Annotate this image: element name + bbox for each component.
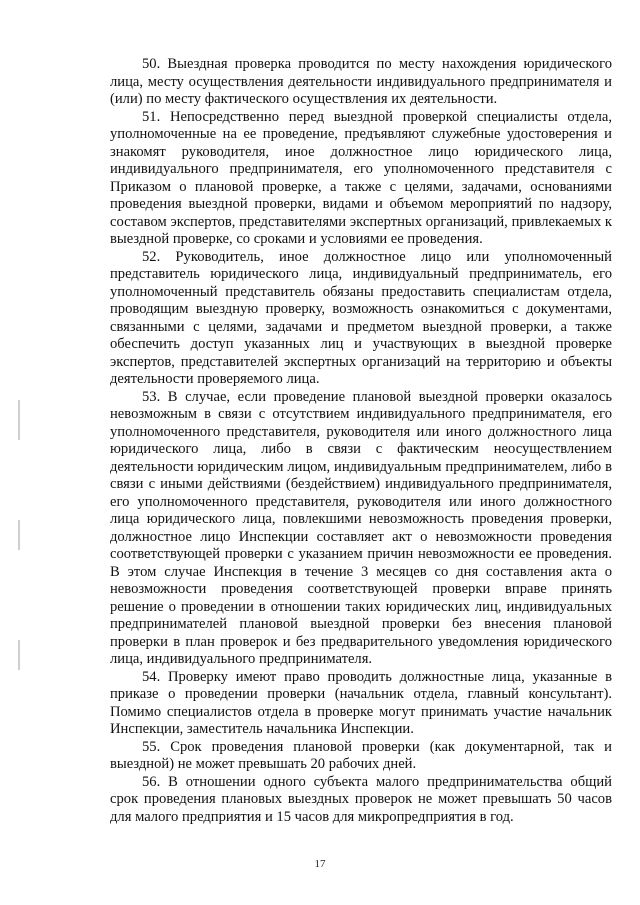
scan-edge-mark bbox=[18, 640, 20, 670]
document-body bbox=[110, 56, 612, 826]
page-number: 17 bbox=[314, 858, 326, 870]
scan-edge-mark bbox=[18, 400, 20, 440]
paragraph-54: 54. Проверку имеют право проводить должностные лица, указанные в приказе о проведении проверки (начальник отдела, главный консультант). Помимо специалистов отдела в проверке могут принимать участие начальник Инспекции, заместитель начальника Инспекции. bbox=[110, 668, 612, 737]
paragraph-50: 50. Выездная проверка проводится по месту нахождения юридического лица, месту осуществления деятельности индивидуального предпринимателя и (или) по месту фактического осуществления их деятельности. bbox=[110, 56, 612, 107]
scan-edge-mark bbox=[18, 520, 20, 550]
paragraph-55: 55. Срок проведения плановой проверки (как документарной, так и выездной) не может превышать 20 рабочих дней. bbox=[110, 738, 612, 772]
paragraph-53: 53. В случае, если проведение плановой выездной проверки оказалось невозможным в связи с отсутствием индивидуального предпринимателя, его уполномоченного представителя, руководителя или иного должностного лица юридического лица, либо в связи с фактическим неосуществлением деятельности юридическим лицом, индивидуальным предпринимателем, либо в связи с иными действиями (бездействием) индивидуального предпринимателя, его уполномоченного представителя, руководителя или иного должностного лица юридического лица, повлекшими невозможность проведения проверки, должностное лицо Инспекции составляет акт о невозможности проведения соответствующей проверки с указанием причин невозможности ее проведения. В этом случае Инспекция в течение 3 месяцев со дня составления акта о невозможности проведения соответствующей проверки вправе принять решение о проведении в отношении таких юридических лиц, индивидуальных предпринимателей плановой выездной проверки без внесения плановой проверки в план проверок и без предварительного уведомления юридического лица, индивидуального предпринимателя. bbox=[110, 388, 612, 667]
paragraph-52: 52. Руководитель, иное должностное лицо или уполномоченный представитель юридического лица, индивидуальный предприниматель, его уполномоченный представитель обязаны предоставить специалистам отдела, проводящим выездную проверку, возможность ознакомиться с документами, связанными с целями, задачами и предметом выездной проверки, а также обеспечить доступ указанных лиц и участвующих в выездной проверке экспертов, представителей экспертных организаций на территорию и объекты деятельности проверяемого лица. bbox=[110, 248, 612, 387]
paragraph-51: 51. Непосредственно перед выездной проверкой специалисты отдела, уполномоченные на ее проведение, предъявляют служебные удостоверения и знакомят руководителя, иное должностное лицо юридического лица, индивидуального предпринимателя, его уполномоченного представителя с Приказом о плановой проверке, а также с целями, задачами, основаниями проведения выездной проверки, видами и объемом мероприятий по надзору, составом экспертов, представителями экспертных организаций, привлекаемых к выездной проверке, со сроками и условиями ее проведения. bbox=[110, 108, 612, 247]
paragraph-56: 56. В отношении одного субъекта малого предпринимательства общий срок проведения плановых выездных проверок не может превышать 50 часов для малого предприятия и 15 часов для микропредприятия в год. bbox=[110, 773, 612, 825]
